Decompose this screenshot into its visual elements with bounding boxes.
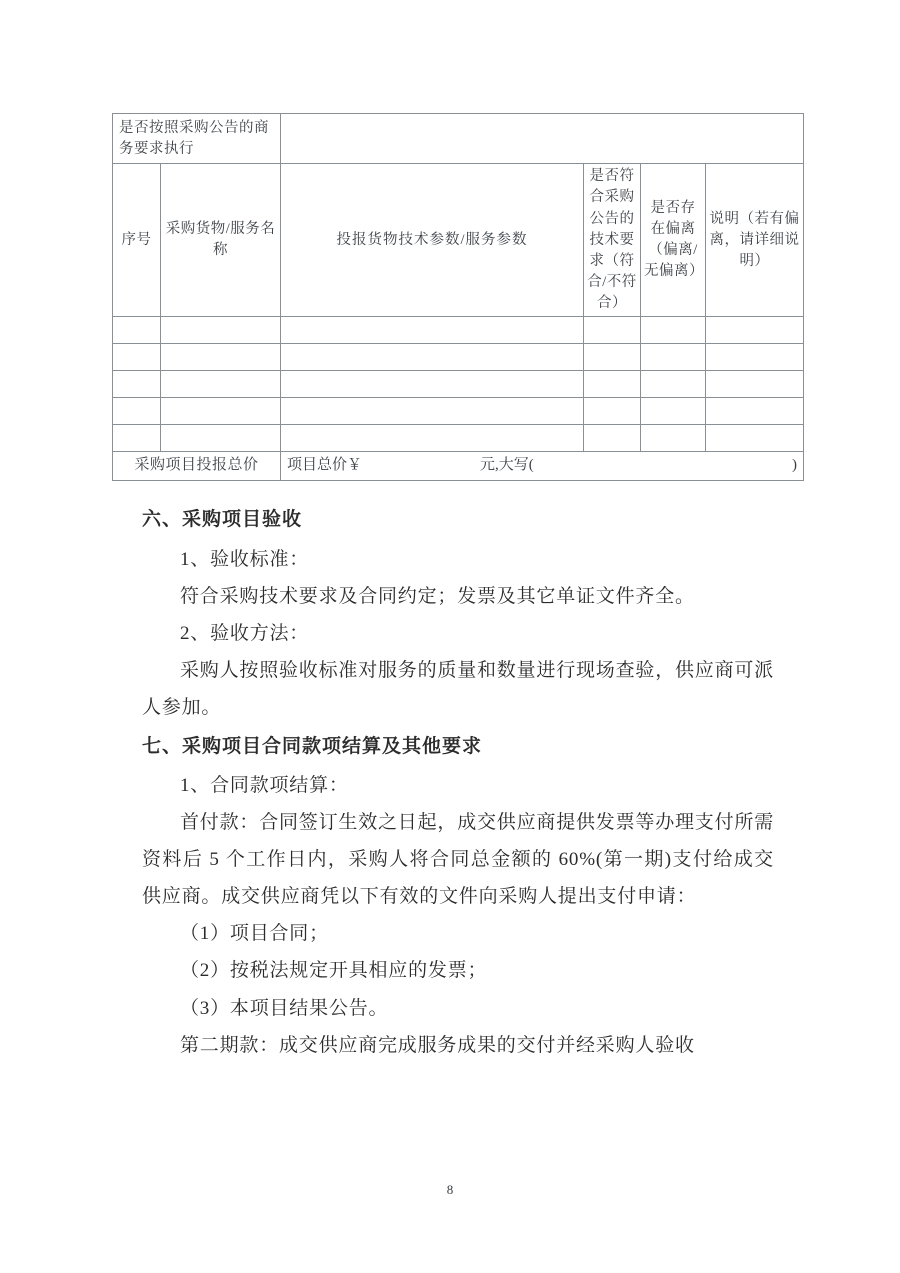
total-price-prefix: 项目总价￥ (287, 457, 363, 474)
total-price-suffix: ) (792, 457, 797, 474)
column-header-remark (706, 164, 804, 317)
cell-compliance[interactable] (584, 344, 641, 371)
cell-tech-params[interactable] (281, 371, 584, 398)
cell-tech-params[interactable] (281, 344, 584, 371)
column-header-remark-label: 说明（若有偏离，请详细说明） (709, 210, 800, 269)
section-spacer (142, 726, 774, 733)
cell-tech-params[interactable] (281, 317, 584, 344)
section-heading-7: 七、采购项目合同款项结算及其他要求 (142, 735, 483, 757)
cell-deviation[interactable] (641, 371, 706, 398)
column-header-tech-params-label: 投报货物技术参数/服务参数 (336, 231, 528, 248)
cell-index[interactable] (113, 371, 161, 398)
cell-item-name[interactable] (161, 371, 281, 398)
column-header-compliance (584, 164, 641, 317)
cell-item-name[interactable] (161, 398, 281, 425)
table-row-total (113, 452, 804, 481)
cell-deviation[interactable] (641, 344, 706, 371)
cell-item-name[interactable] (161, 425, 281, 452)
column-header-index-label: 序号 (121, 231, 152, 248)
section7-item1-title: 1、合同款项结算： (180, 775, 349, 797)
cell-deviation[interactable] (641, 317, 706, 344)
cell-index[interactable] (113, 425, 161, 452)
business-requirement-question-text: 是否按照采购公告的商务要求执行 (119, 120, 269, 158)
cell-compliance[interactable] (584, 398, 641, 425)
cell-compliance[interactable] (584, 425, 641, 452)
section7-paragraph-1: 首付款：合同签订生效之日起，成交供应商提供发票等办理支付所需资料后 5 个工作日内，采购人将合同总金额的 60%(第一期)支付给成交供应商。成交供应商凭以下有效的文件向采购人提出支付申请： (142, 812, 775, 908)
section-heading-6: 六、采购项目验收 (142, 509, 303, 530)
cell-index[interactable] (113, 317, 161, 344)
cell-compliance[interactable] (584, 317, 641, 344)
section7-list-item: （2）按税法规定开具相应的发票； (180, 960, 488, 982)
column-header-deviation (641, 164, 706, 317)
section6-item2-title: 2、验收方法： (180, 622, 310, 644)
cell-tech-params[interactable] (281, 398, 584, 425)
total-price-value-cell[interactable] (281, 452, 804, 481)
section7-paragraph-2: 第二期款：成交供应商完成服务成果的交付并经采购人验收 (180, 1034, 695, 1056)
cell-tech-params[interactable] (281, 425, 584, 452)
cell-remark[interactable] (706, 344, 804, 371)
total-price-unit: 元,大写( (480, 457, 534, 474)
section7-list-item: （3）本项目结果公告。 (180, 997, 389, 1019)
business-requirement-question-cell (113, 114, 281, 164)
table-row[interactable] (113, 398, 804, 425)
table-row[interactable] (113, 371, 804, 398)
cell-index[interactable] (113, 398, 161, 425)
table-row[interactable] (113, 425, 804, 452)
column-header-tech-params (281, 164, 584, 317)
table-header-row (113, 164, 804, 317)
cell-remark[interactable] (706, 425, 804, 452)
cell-remark[interactable] (706, 317, 804, 344)
business-requirement-answer-cell[interactable] (281, 114, 804, 164)
cell-deviation[interactable] (641, 398, 706, 425)
cell-index[interactable] (113, 344, 161, 371)
bid-quotation-table (112, 113, 804, 481)
cell-item-name[interactable] (161, 344, 281, 371)
cell-remark[interactable] (706, 371, 804, 398)
cell-deviation[interactable] (641, 425, 706, 452)
table-row-business-requirement (113, 114, 804, 164)
section6-item1-body: 符合采购技术要求及合同约定；发票及其它单证文件齐全。 (180, 585, 695, 607)
column-header-item-name-label: 采购货物/服务名称 (165, 221, 276, 259)
total-price-label: 采购项目投报总价 (113, 452, 281, 481)
column-header-item-name (161, 164, 281, 317)
column-header-deviation-label: 是否存在偏离（偏离/无偏离） (644, 200, 704, 280)
page-number: 8 (446, 1182, 454, 1197)
section7-list-item: （1）项目合同； (180, 923, 329, 945)
table-row[interactable] (113, 317, 804, 344)
section6-item1-title: 1、验收标准： (180, 548, 310, 570)
cell-compliance[interactable] (584, 371, 641, 398)
column-header-compliance-label: 是否符合采购公告的技术要求（符合/不符合） (587, 168, 637, 311)
table-row[interactable] (113, 344, 804, 371)
column-header-index (113, 164, 161, 317)
document-body (142, 506, 774, 1064)
cell-remark[interactable] (706, 398, 804, 425)
cell-item-name[interactable] (161, 317, 281, 344)
business-requirement-answer-text (281, 135, 803, 142)
section6-item2-body: 采购人按照验收标准对服务的质量和数量进行现场查验，供应商可派人参加。 (142, 659, 775, 718)
